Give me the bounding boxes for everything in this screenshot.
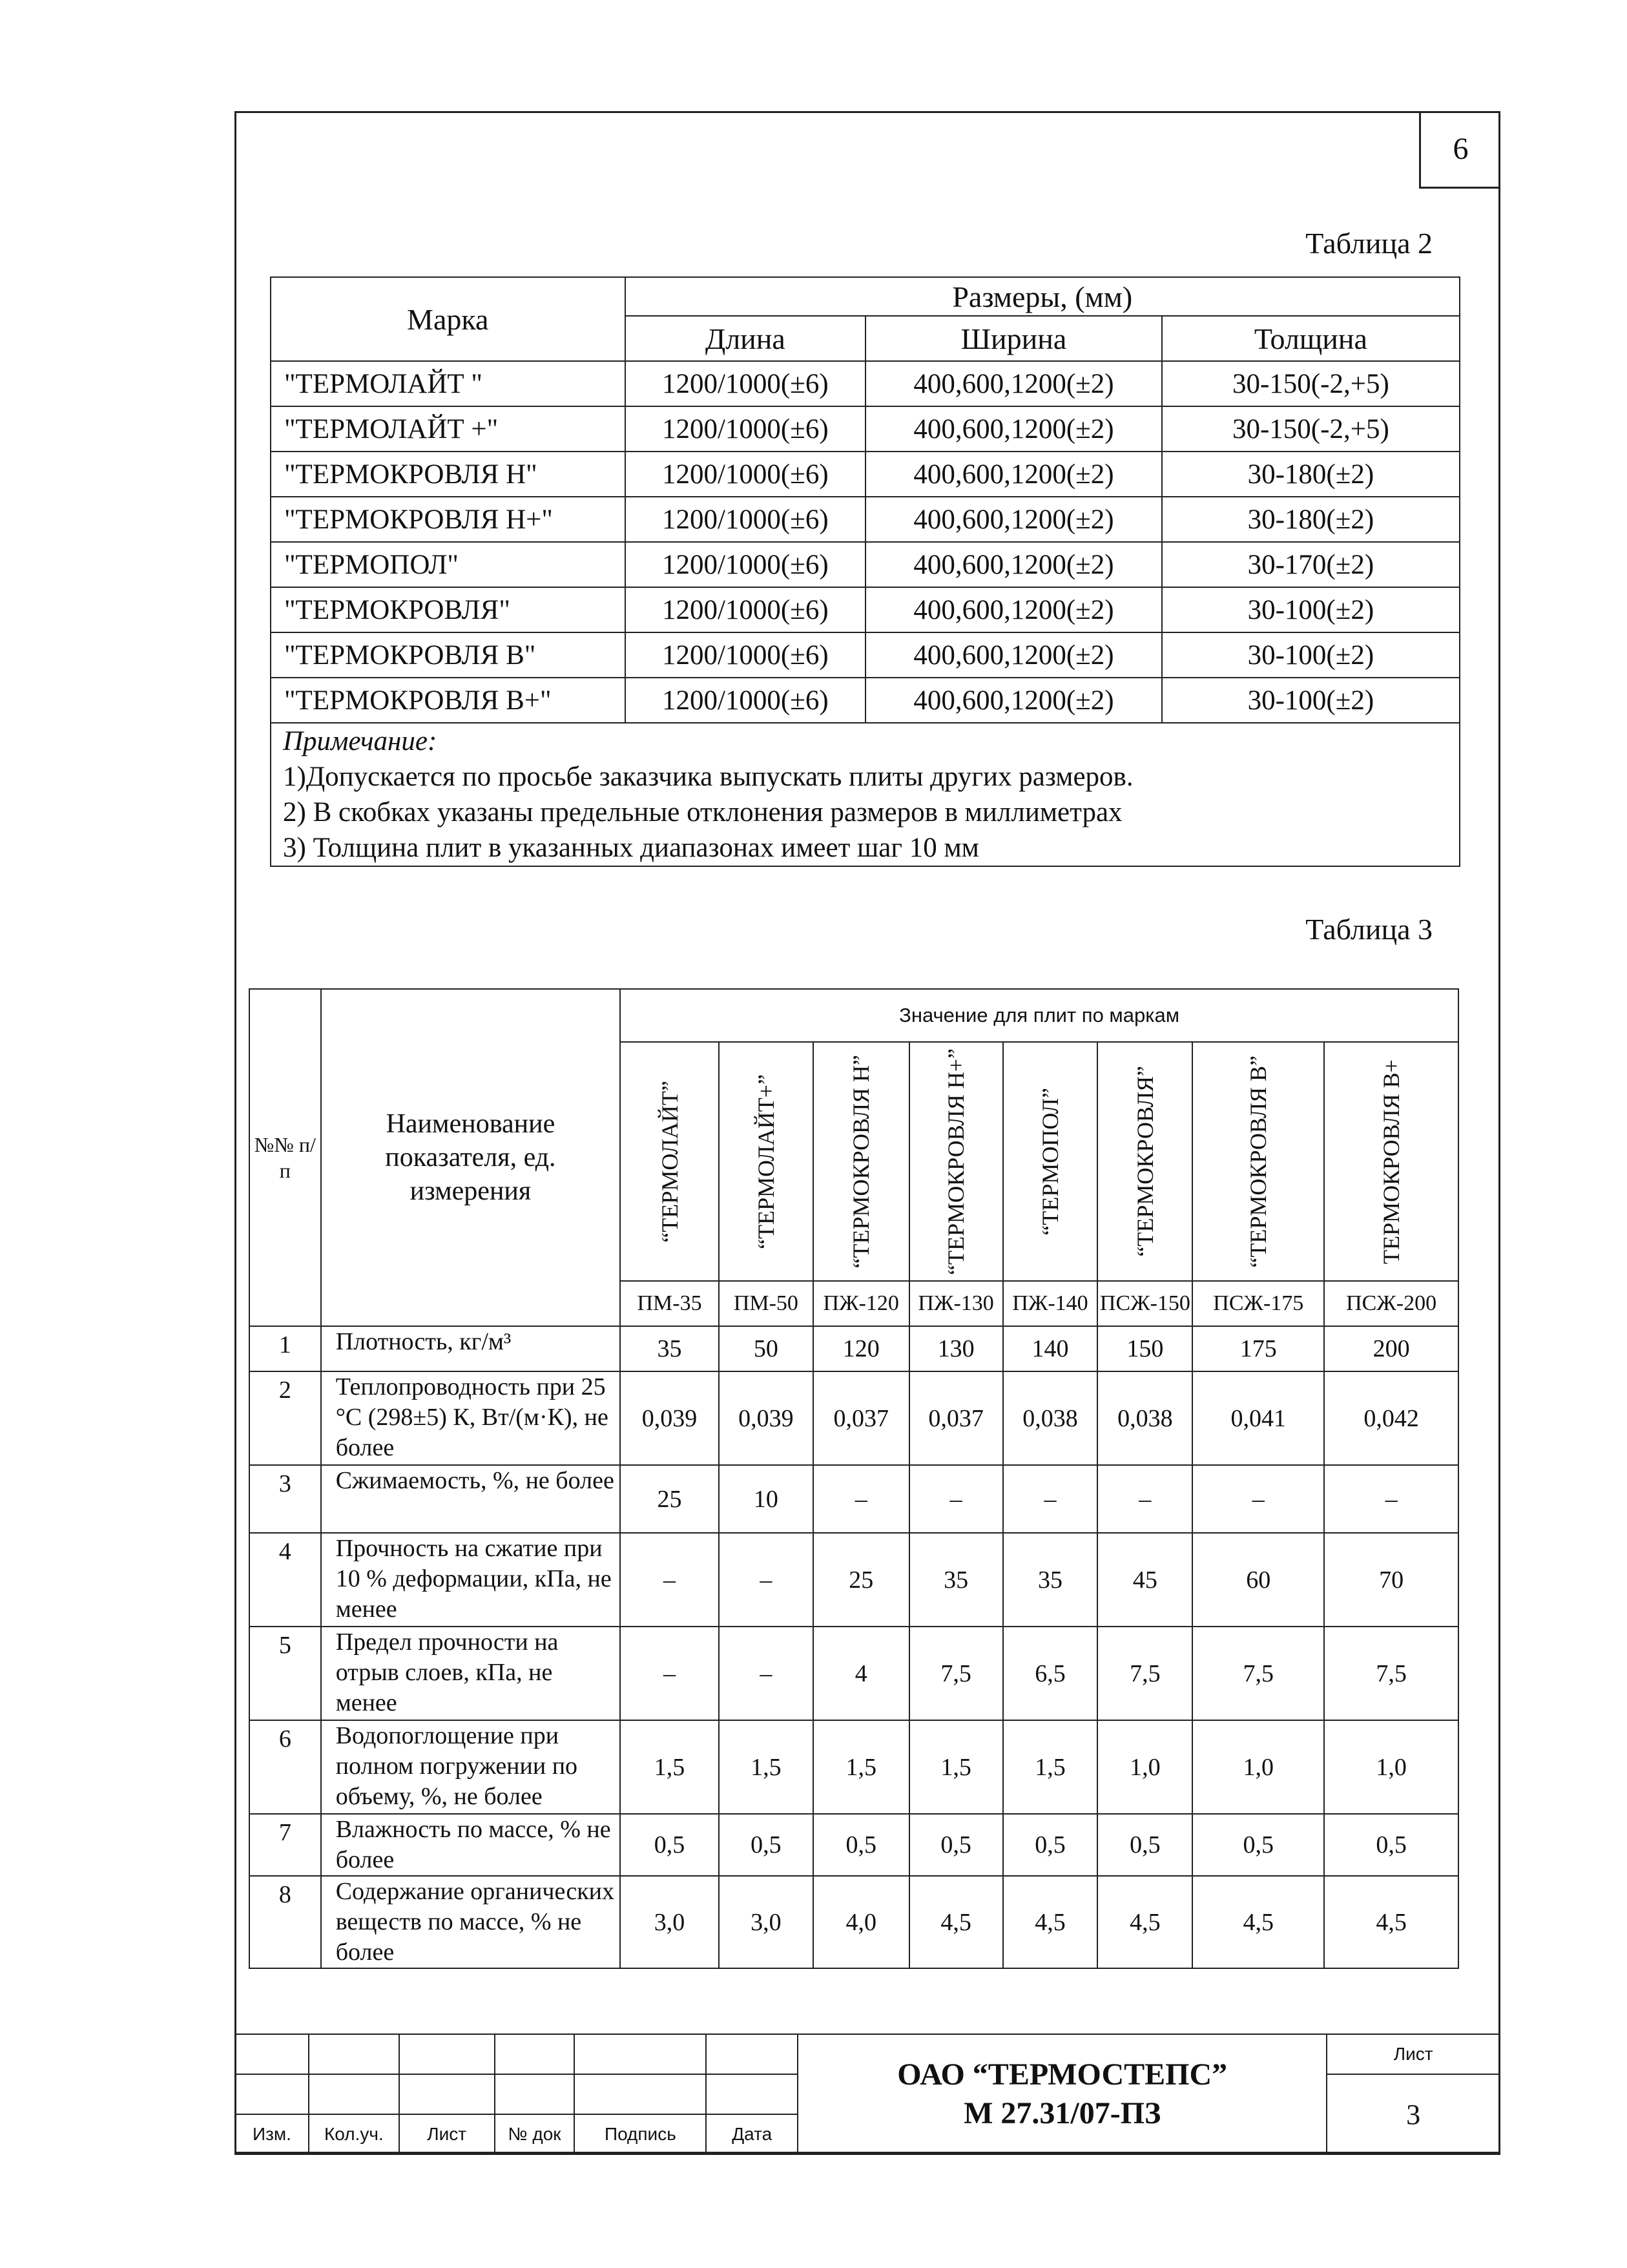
property-value: 7,5 — [1097, 1627, 1192, 1720]
row-number: 6 — [249, 1720, 321, 1814]
property-name: Водопоглощение при полном погружении по объему, %, не более — [321, 1720, 620, 1814]
cell-mark: "ТЕРМОПОЛ" — [271, 542, 625, 587]
property-value: 1,5 — [719, 1720, 813, 1814]
col-sizes-header: Размеры, (мм) — [625, 277, 1460, 316]
property-value: 7,5 — [909, 1627, 1003, 1720]
row-number: 3 — [249, 1465, 321, 1533]
property-value: 1,5 — [813, 1720, 909, 1814]
brand-header — [1097, 1042, 1192, 1281]
table-row — [271, 542, 1460, 587]
property-value: 7,5 — [1192, 1627, 1324, 1720]
brand-label: ТЕРМОКРОВЛЯ В+ — [1378, 1059, 1405, 1264]
grade-header: ПЖ-140 — [1003, 1281, 1098, 1326]
cell-mark: "ТЕРМОЛАЙТ " — [271, 361, 625, 406]
row-number: 5 — [249, 1627, 321, 1720]
table-row — [249, 1720, 1458, 1814]
cell-width: 400,600,1200(±2) — [865, 406, 1162, 452]
label-date: Дата — [706, 2114, 798, 2154]
property-value: 4,5 — [909, 1876, 1003, 1968]
property-name: Теплопроводность при 25 °С (298±5) К, Вт/(м·К), не более — [321, 1371, 620, 1465]
grade-header: ПЖ-120 — [813, 1281, 909, 1326]
property-value: 0,041 — [1192, 1371, 1324, 1465]
cell-length: 1200/1000(±6) — [625, 678, 866, 723]
property-value: – — [620, 1627, 719, 1720]
table-row — [249, 1876, 1458, 1968]
property-value: – — [813, 1465, 909, 1533]
table-row — [271, 632, 1460, 678]
brand-label: “ТЕРМОКРОВЛЯ В” — [1245, 1055, 1272, 1268]
cell-length: 1200/1000(±6) — [625, 587, 866, 632]
sheet-number: 3 — [1327, 2074, 1500, 2154]
property-value: 4,5 — [1003, 1876, 1098, 1968]
table-row — [271, 406, 1460, 452]
grade-header: ПСЖ-150 — [1097, 1281, 1192, 1326]
property-value: 0,5 — [909, 1814, 1003, 1876]
property-value: 0,042 — [1324, 1371, 1458, 1465]
property-value: 4,5 — [1192, 1876, 1324, 1968]
property-value: 35 — [909, 1533, 1003, 1627]
table-row — [249, 1465, 1458, 1533]
cell-thickness: 30-100(±2) — [1162, 632, 1460, 678]
cell-thickness: 30-150(-2,+5) — [1162, 361, 1460, 406]
table-row — [271, 361, 1460, 406]
table-row — [249, 1627, 1458, 1720]
brand-label: “ТЕРМОКРОВЛЯ” — [1132, 1066, 1158, 1257]
property-value: – — [620, 1533, 719, 1627]
property-value: – — [909, 1465, 1003, 1533]
label-change: Изм. — [235, 2114, 309, 2154]
property-value: 25 — [620, 1465, 719, 1533]
grade-header: ПСЖ-200 — [1324, 1281, 1458, 1326]
col-thickness-header: Толщина — [1162, 316, 1460, 361]
property-value: 10 — [719, 1465, 813, 1533]
brand-label: “ТЕРМОЛАЙТ+” — [752, 1074, 779, 1249]
property-value: 1,0 — [1097, 1720, 1192, 1814]
cell-length: 1200/1000(±6) — [625, 361, 866, 406]
property-value: 7,5 — [1324, 1627, 1458, 1720]
property-value: 1,0 — [1192, 1720, 1324, 1814]
property-value: 25 — [813, 1533, 909, 1627]
table-row — [249, 1533, 1458, 1627]
row-number: 4 — [249, 1533, 321, 1627]
property-name: Плотность, кг/м³ — [321, 1326, 620, 1371]
label-docnum: № док — [495, 2114, 575, 2154]
cell-length: 1200/1000(±6) — [625, 452, 866, 497]
cell-mark: "ТЕРМОКРОВЛЯ Н+" — [271, 497, 625, 542]
property-value: 1,5 — [620, 1720, 719, 1814]
property-value: 60 — [1192, 1533, 1324, 1627]
table-row — [249, 1326, 1458, 1371]
property-value: 0,037 — [813, 1371, 909, 1465]
property-value: 150 — [1097, 1326, 1192, 1371]
brand-header — [813, 1042, 909, 1281]
property-value: 130 — [909, 1326, 1003, 1371]
note-1: 1)Допускается по просьбе заказчика выпускать плиты других размеров. — [271, 759, 1460, 795]
property-value: 0,5 — [1097, 1814, 1192, 1876]
property-value: – — [1003, 1465, 1098, 1533]
property-name: Сжимаемость, %, не более — [321, 1465, 620, 1533]
property-value: 1,0 — [1324, 1720, 1458, 1814]
property-value: 0,038 — [1097, 1371, 1192, 1465]
document-code: М 27.31/07-ПЗ — [964, 2096, 1161, 2130]
cell-thickness: 30-180(±2) — [1162, 452, 1460, 497]
note-3: 3) Толщина плит в указанных диапазонах имеет шаг 10 мм — [271, 830, 1460, 866]
note-title: Примечание: — [271, 723, 1460, 759]
company-name: ОАО “ТЕРМОСТЕПС” — [897, 2057, 1228, 2092]
cell-width: 400,600,1200(±2) — [865, 632, 1162, 678]
cell-length: 1200/1000(±6) — [625, 406, 866, 452]
property-value: 0,5 — [1192, 1814, 1324, 1876]
label-sheet: Лист — [399, 2114, 495, 2154]
property-value: 4,5 — [1097, 1876, 1192, 1968]
table2-caption: Таблица 2 — [1305, 227, 1433, 260]
label-signature: Подпись — [574, 2114, 706, 2154]
property-value: – — [719, 1627, 813, 1720]
property-name: Содержание органических веществ по массе, % не более — [321, 1876, 620, 1968]
grade-header: ПМ-50 — [719, 1281, 813, 1326]
cell-length: 1200/1000(±6) — [625, 497, 866, 542]
cell-width: 400,600,1200(±2) — [865, 361, 1162, 406]
cell-thickness: 30-100(±2) — [1162, 587, 1460, 632]
property-value: 120 — [813, 1326, 909, 1371]
property-value: 4,0 — [813, 1876, 909, 1968]
property-value: – — [719, 1533, 813, 1627]
cell-width: 400,600,1200(±2) — [865, 452, 1162, 497]
note-2: 2) В скобках указаны предельные отклонения размеров в миллиметрах — [271, 795, 1460, 830]
table3-caption: Таблица 3 — [1305, 913, 1433, 946]
property-value: 50 — [719, 1326, 813, 1371]
grade-header: ПСЖ-175 — [1192, 1281, 1324, 1326]
brand-header — [909, 1042, 1003, 1281]
cell-width: 400,600,1200(±2) — [865, 678, 1162, 723]
cell-thickness: 30-100(±2) — [1162, 678, 1460, 723]
table-row — [249, 1814, 1458, 1876]
brand-label: “ТЕРМОПОЛ” — [1037, 1087, 1063, 1236]
row-number: 8 — [249, 1876, 321, 1968]
row-number: 1 — [249, 1326, 321, 1371]
table-row — [271, 452, 1460, 497]
table-row — [271, 587, 1460, 632]
property-value: 3,0 — [620, 1876, 719, 1968]
table-row — [249, 1371, 1458, 1465]
property-value: 3,0 — [719, 1876, 813, 1968]
brand-header — [620, 1042, 719, 1281]
cell-width: 400,600,1200(±2) — [865, 497, 1162, 542]
property-value: 0,5 — [1324, 1814, 1458, 1876]
brand-header — [1324, 1042, 1458, 1281]
cell-mark: "ТЕРМОКРОВЛЯ Н" — [271, 452, 625, 497]
page-number: 6 — [1419, 111, 1500, 189]
properties-table — [249, 988, 1459, 2013]
col-values-header: Значение для плит по маркам — [620, 989, 1458, 1042]
property-value: – — [1324, 1465, 1458, 1533]
property-value: – — [1097, 1465, 1192, 1533]
row-number: 7 — [249, 1814, 321, 1876]
label-count: Кол.уч. — [309, 2114, 399, 2154]
property-name: Предел прочности на отрыв слоев, кПа, не менее — [321, 1627, 620, 1720]
property-value: 0,5 — [813, 1814, 909, 1876]
col-num-header: №№ п/п — [249, 989, 321, 1326]
property-value: 6,5 — [1003, 1627, 1098, 1720]
cell-length: 1200/1000(±6) — [625, 542, 866, 587]
cell-thickness: 30-150(-2,+5) — [1162, 406, 1460, 452]
grade-header: ПМ-35 — [620, 1281, 719, 1326]
cell-width: 400,600,1200(±2) — [865, 587, 1162, 632]
property-value: 4 — [813, 1627, 909, 1720]
property-name: Влажность по массе, % не более — [321, 1814, 620, 1876]
property-value: 175 — [1192, 1326, 1324, 1371]
cell-mark: "ТЕРМОЛАЙТ +" — [271, 406, 625, 452]
property-value: 1,5 — [909, 1720, 1003, 1814]
property-value: 0,037 — [909, 1371, 1003, 1465]
col-mark-header: Марка — [271, 277, 625, 361]
row-number: 2 — [249, 1371, 321, 1465]
property-value: 0,039 — [719, 1371, 813, 1465]
brand-label: “ТЕРМОКРОВЛЯ Н” — [848, 1054, 875, 1269]
col-length-header: Длина — [625, 316, 866, 361]
title-block — [234, 2034, 1500, 2155]
property-value: 0,038 — [1003, 1371, 1098, 1465]
cell-mark: "ТЕРМОКРОВЛЯ" — [271, 587, 625, 632]
brand-header — [1003, 1042, 1098, 1281]
cell-mark: "ТЕРМОКРОВЛЯ В+" — [271, 678, 625, 723]
property-value: – — [1192, 1465, 1324, 1533]
brand-label: “ТЕРМОКРОВЛЯ Н+” — [943, 1048, 969, 1275]
property-value: 200 — [1324, 1326, 1458, 1371]
brand-label: “ТЕРМОЛАЙТ” — [656, 1080, 683, 1243]
property-value: 1,5 — [1003, 1720, 1098, 1814]
property-value: 70 — [1324, 1533, 1458, 1627]
brand-header — [1192, 1042, 1324, 1281]
cell-mark: "ТЕРМОКРОВЛЯ В" — [271, 632, 625, 678]
cell-thickness: 30-170(±2) — [1162, 542, 1460, 587]
brand-header — [719, 1042, 813, 1281]
cell-length: 1200/1000(±6) — [625, 632, 866, 678]
property-value: 0,5 — [620, 1814, 719, 1876]
property-value: 35 — [620, 1326, 719, 1371]
grade-header: ПЖ-130 — [909, 1281, 1003, 1326]
property-name: Прочность на сжатие при 10 % деформации, кПа, не менее — [321, 1533, 620, 1627]
property-value: 140 — [1003, 1326, 1098, 1371]
table-row — [271, 678, 1460, 723]
cell-width: 400,600,1200(±2) — [865, 542, 1162, 587]
property-value: 0,5 — [1003, 1814, 1098, 1876]
table-row — [271, 497, 1460, 542]
sheet-label: Лист — [1327, 2034, 1500, 2074]
company-stamp — [798, 2034, 1327, 2154]
cell-thickness: 30-180(±2) — [1162, 497, 1460, 542]
property-value: 35 — [1003, 1533, 1098, 1627]
col-name-header: Наименование показателя, ед. измерения — [321, 989, 620, 1326]
sizes-table — [270, 276, 1460, 867]
property-value: 4,5 — [1324, 1876, 1458, 1968]
property-value: 0,039 — [620, 1371, 719, 1465]
property-value: 0,5 — [719, 1814, 813, 1876]
col-width-header: Ширина — [865, 316, 1162, 361]
property-value: 45 — [1097, 1533, 1192, 1627]
